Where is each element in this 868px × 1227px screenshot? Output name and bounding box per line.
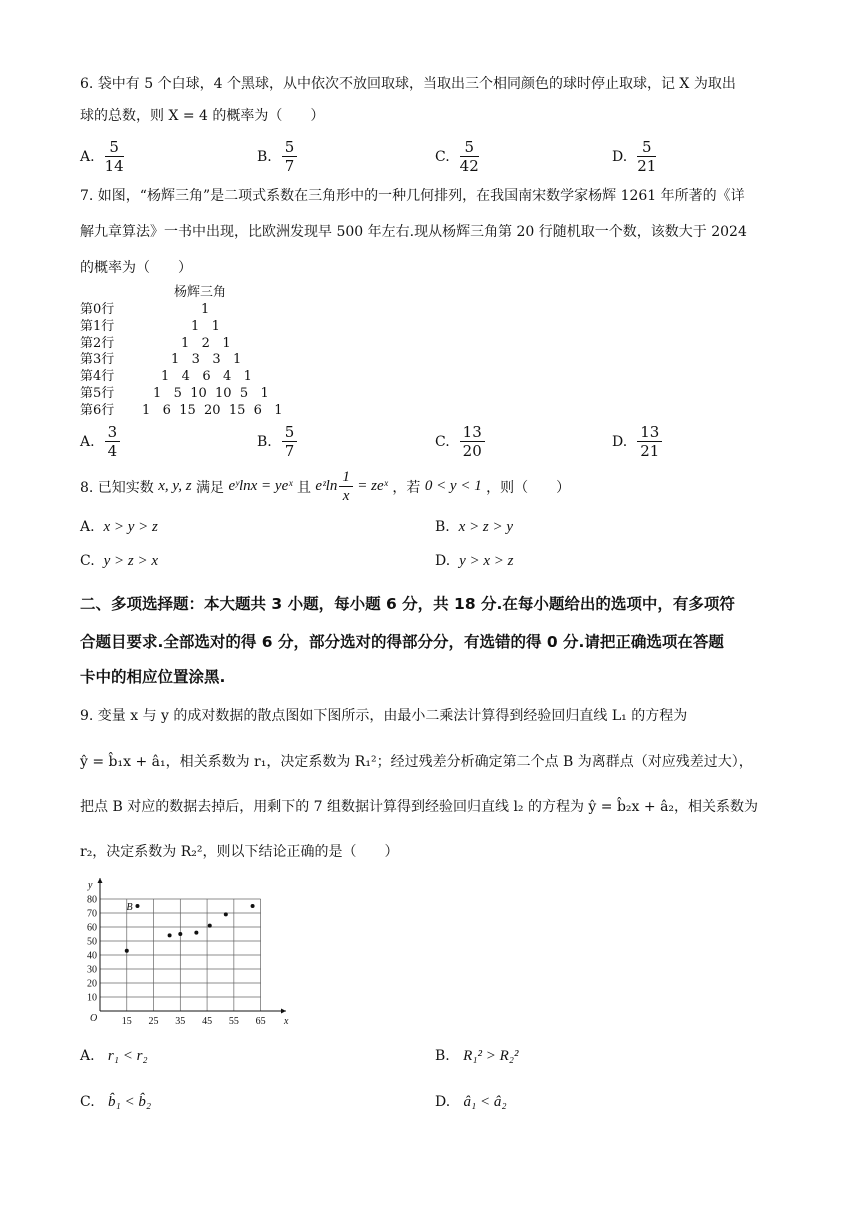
x-tick-label: 35	[175, 1016, 186, 1027]
option-label: C.	[435, 148, 450, 165]
data-point	[251, 904, 255, 908]
triangle-row-values: 1 1	[191, 318, 220, 334]
q8-option-d[interactable]	[435, 551, 514, 571]
triangle-row-values: 1 2 1	[181, 335, 231, 351]
triangle-row-label: 第6行	[80, 402, 115, 418]
fraction-numerator: 5	[105, 138, 124, 157]
outlier-label-b: B	[126, 902, 133, 913]
triangle-row-label: 第1行	[80, 318, 115, 334]
option-label: D.	[435, 1094, 451, 1110]
q6-option-c[interactable]	[435, 138, 479, 175]
q9-option-b[interactable]	[435, 1046, 518, 1066]
q8-option-b[interactable]	[435, 517, 513, 537]
q8-vars: x, y, z	[158, 478, 192, 494]
y-tick-label: 70	[87, 908, 97, 920]
fraction-numerator: 5	[460, 138, 479, 157]
triangle-row-values: 1 5 10 10 5 1	[153, 385, 269, 401]
triangle-row-values: 1 3 3 1	[171, 352, 242, 368]
q8-and: 且	[296, 479, 311, 496]
option-text: b̂₁ < b̂₂	[108, 1094, 152, 1110]
fraction-denominator: x	[342, 488, 350, 504]
data-point	[224, 912, 228, 916]
data-point	[125, 949, 129, 953]
section-heading-line2: 合题目要求.全部选对的得 6 分，部分选对的得部分分，有选错的得 0 分.请把正确选项在答题	[80, 633, 724, 651]
fraction-numerator: 1	[339, 468, 353, 487]
y-axis-label: y	[88, 880, 93, 891]
fraction-numerator: 5	[282, 423, 298, 442]
fraction-numerator: 3	[105, 423, 121, 442]
option-label: A.	[80, 433, 95, 450]
triangle-row-label: 第3行	[80, 352, 115, 368]
fraction-denominator: 7	[284, 157, 295, 175]
option-label: C.	[435, 433, 450, 450]
fraction-denominator: 21	[640, 442, 660, 460]
option-label: B.	[435, 519, 450, 535]
option-label: A.	[80, 148, 95, 165]
y-tick-label: 20	[87, 978, 97, 990]
q8-equation-2-right: = zeˣ	[357, 478, 388, 494]
option-label: A.	[80, 519, 95, 535]
x-tick-label: 15	[121, 1016, 132, 1027]
fraction-denominator: 7	[284, 442, 295, 460]
q7-option-a[interactable]	[80, 423, 120, 460]
q8-condition: 0 < y < 1	[424, 478, 482, 494]
fraction-denominator: 42	[459, 157, 479, 175]
option-label: A.	[80, 1048, 95, 1064]
fraction-denominator: 14	[104, 157, 124, 175]
fraction-denominator: 4	[107, 442, 118, 460]
q6-option-a[interactable]	[80, 138, 124, 175]
triangle-row-values: 1	[201, 302, 210, 317]
data-point	[168, 933, 172, 937]
option-text: R₁² > R₂²	[463, 1048, 519, 1064]
q9-stem-line2: ŷ = b̂₁x + â₁，相关系数为 r₁，决定系数为 R₁²；经过残差分析确定第二个点 B 为离群点（对应残差过大），	[80, 754, 753, 770]
option-label: C.	[80, 553, 95, 569]
triangle-row-values: 1 6 15 20 15 6 1	[142, 402, 283, 418]
fraction-numerator: 13	[460, 423, 485, 442]
origin-label: O	[90, 1013, 98, 1024]
y-tick-label: 50	[87, 936, 97, 948]
q8-prefix: 8. 已知实数	[80, 479, 154, 496]
y-tick-label: 10	[87, 992, 97, 1004]
option-text: â₁ < â₂	[463, 1094, 507, 1110]
q8-suffix: ，则（ ）	[486, 479, 571, 496]
triangle-row-label: 第2行	[80, 335, 115, 351]
x-axis-label: x	[284, 1016, 289, 1027]
y-tick-label: 30	[87, 964, 97, 976]
q9-option-a[interactable]	[80, 1046, 148, 1066]
x-tick-label: 25	[148, 1016, 159, 1027]
x-tick-label: 65	[255, 1016, 266, 1027]
q9-option-d[interactable]	[435, 1092, 507, 1112]
fraction-denominator: 21	[637, 157, 657, 175]
option-text: x > y > z	[103, 519, 158, 535]
q7-option-b[interactable]	[257, 423, 297, 460]
option-text: y > x > z	[459, 553, 514, 569]
section-heading-line3: 卡中的相应位置涂黑.	[80, 668, 226, 686]
option-label: D.	[435, 553, 451, 569]
q6-option-b[interactable]	[257, 138, 297, 175]
triangle-title: 杨辉三角	[174, 285, 227, 300]
y-tick-label: 40	[87, 950, 97, 962]
option-label: D.	[612, 148, 628, 165]
triangle-row-label: 第5行	[80, 385, 115, 401]
triangle-row-label: 第0行	[80, 302, 115, 317]
q8-stem	[80, 468, 570, 505]
triangle-row-label: 第4行	[80, 369, 115, 385]
q6-stem-line1: 6. 袋中有 5 个白球，4 个黑球，从中依次不放回取球，当取出三个相同颜色的球时停止取球，记 X 为取出	[80, 76, 736, 92]
q7-option-d[interactable]	[612, 423, 662, 460]
y-tick-label: 60	[87, 922, 97, 934]
data-point	[208, 924, 212, 928]
triangle-row-values: 1 4 6 4 1	[161, 369, 252, 385]
q9-stem-line4: r₂，决定系数为 R₂²，则以下结论正确的是（ ）	[80, 844, 399, 860]
y-axis-arrow	[98, 878, 103, 883]
q8-cond-prefix: ，若	[392, 479, 421, 496]
yanghui-triangle	[80, 285, 400, 420]
data-point	[178, 932, 182, 936]
option-label: B.	[257, 148, 272, 165]
x-tick-label: 55	[228, 1016, 239, 1027]
q7-option-c[interactable]	[435, 423, 485, 460]
fraction-numerator: 5	[637, 138, 656, 157]
y-tick-label: 80	[87, 894, 97, 906]
q7-stem-line2: 解九章算法》一书中出现，比欧洲发现早 500 年左右.现从杨辉三角第 20 行随机取一个数，该数大于 2024	[80, 224, 747, 240]
option-label: B.	[435, 1048, 450, 1064]
option-label: B.	[257, 433, 272, 450]
q8-mid: 满足	[196, 479, 225, 496]
q6-option-d[interactable]	[612, 138, 656, 175]
x-axis-arrow	[281, 1009, 286, 1014]
option-label: D.	[612, 433, 628, 450]
q9-stem-line3: 把点 B 对应的数据去掉后，用剩下的 7 组数据计算得到经验回归直线 l₂ 的方程为 ŷ = b̂₂x + â₂，相关系数为	[80, 799, 759, 815]
q7-stem-line3: 的概率为（ ）	[80, 260, 192, 276]
data-point	[135, 904, 139, 908]
q7-stem-line1: 7. 如图，“杨辉三角”是二项式系数在三角形中的一种几何排列，在我国南宋数学家杨辉 1261 年所著的《详	[80, 188, 745, 204]
fraction-numerator: 5	[282, 138, 298, 157]
section-heading-line1: 二、多项选择题：本大题共 3 小题，每小题 6 分，共 18 分.在每小题给出的选项中，有多项符	[80, 595, 735, 613]
fraction-denominator: 20	[462, 442, 482, 460]
q9-option-c[interactable]	[80, 1092, 151, 1112]
q8-option-a[interactable]	[80, 517, 158, 537]
option-text: x > z > y	[458, 519, 514, 535]
scatter-plot	[76, 872, 296, 1032]
data-point	[194, 931, 198, 935]
q8-equation-1: eʸlnx = yeˣ	[228, 478, 293, 494]
option-label: C.	[80, 1094, 95, 1110]
option-text: r₁ < r₂	[107, 1048, 148, 1064]
q8-equation-2-left: eᶻln	[315, 478, 338, 494]
q9-stem-line1: 9. 变量 x 与 y 的成对数据的散点图如下图所示，由最小二乘法计算得到经验回归直线 L₁ 的方程为	[80, 708, 688, 724]
q8-option-c[interactable]	[80, 551, 158, 571]
option-text: y > z > x	[103, 553, 158, 569]
q6-stem-line2: 球的总数，则 X = 4 的概率为（ ）	[80, 108, 325, 124]
x-tick-label: 45	[202, 1016, 213, 1027]
fraction-numerator: 13	[637, 423, 662, 442]
